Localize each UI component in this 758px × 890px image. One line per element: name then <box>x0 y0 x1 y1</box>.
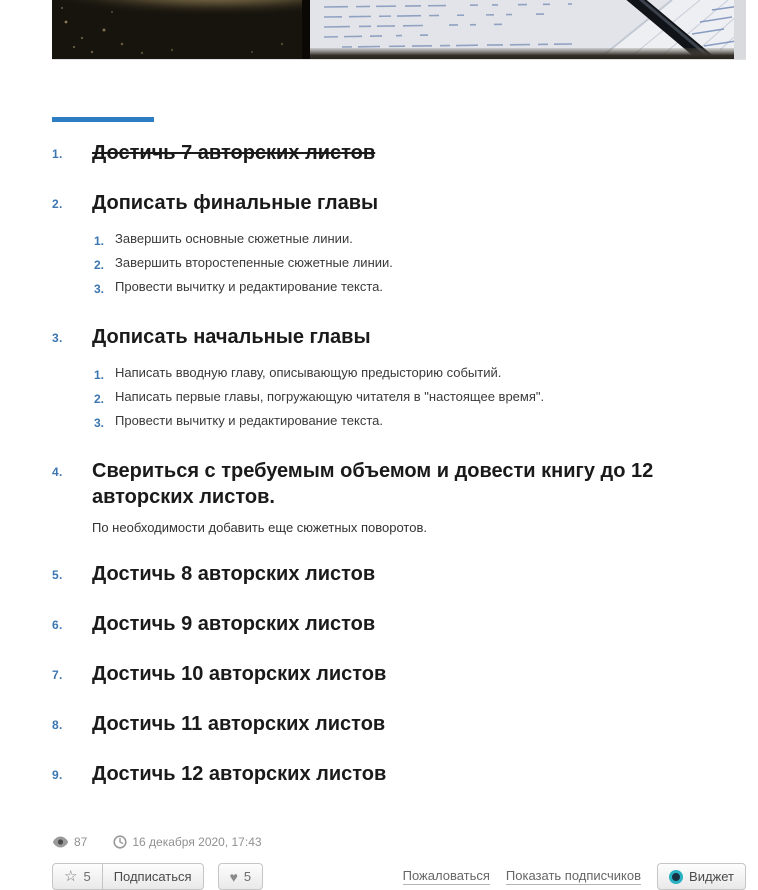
goal-number: 3. <box>52 331 63 345</box>
goal-page <box>52 0 746 890</box>
notebook-photo <box>52 0 746 60</box>
subtask-text: Завершить второстепенные сюжетные линии. <box>115 255 393 270</box>
heart-icon: ♥ <box>229 868 238 885</box>
subtask <box>94 386 746 410</box>
goal-item-2 <box>52 190 746 300</box>
goal-title: Свериться с требуемым объемом и довести книгу до 12 авторских листов. <box>92 460 654 508</box>
subtask <box>94 362 746 386</box>
goal-subtasks <box>94 362 746 434</box>
goal-number: 8. <box>52 718 63 732</box>
notebook-photo-graphic <box>52 0 746 60</box>
subtask <box>94 252 746 276</box>
report-link[interactable]: Пожаловаться <box>402 868 490 883</box>
goal-item-5 <box>52 561 746 587</box>
goal-note: По необходимости добавить еще сюжетных поворотов. <box>92 520 427 535</box>
goal-number: 7. <box>52 668 63 682</box>
ring-icon <box>669 870 683 884</box>
goal-title: Дописать начальные главы <box>92 326 371 348</box>
subtask-text: Написать вводную главу, описывающую предысторию событий. <box>115 365 502 380</box>
eye-icon <box>52 836 69 848</box>
star-outline-icon: ☆ <box>64 868 78 885</box>
widget-label: Виджет <box>689 869 734 884</box>
subtask-number: 1. <box>94 234 105 248</box>
subscribe-button-group <box>52 863 204 890</box>
goal-number: 5. <box>52 568 63 582</box>
goal-item-6 <box>52 611 746 637</box>
subtask-number: 1. <box>94 368 105 382</box>
goal-title: Достичь 12 авторских листов <box>92 763 387 785</box>
goal-stats <box>52 835 746 849</box>
goal-subtasks <box>94 228 746 300</box>
goal-number: 9. <box>52 768 63 782</box>
goal-number: 4. <box>52 465 63 479</box>
goal-title: Достичь 11 авторских листов <box>92 713 386 735</box>
clock-icon <box>113 835 127 849</box>
subtask-text: Написать первые главы, погружающую читателя в "настоящее время". <box>115 389 545 404</box>
goal-item-1 <box>52 140 746 166</box>
subtask-number: 3. <box>94 416 105 430</box>
goal-item-9 <box>52 761 746 787</box>
star-count-button[interactable] <box>52 863 103 890</box>
goal-list <box>52 140 746 787</box>
goal-title: Достичь 8 авторских листов <box>92 563 376 585</box>
goal-number: 6. <box>52 618 63 632</box>
views-stat <box>52 835 87 849</box>
date-stat <box>113 835 261 849</box>
goal-item-8 <box>52 711 746 737</box>
views-count: 87 <box>74 835 88 849</box>
goal-number: 2. <box>52 197 63 211</box>
subtask-text: Завершить основные сюжетные линии. <box>115 231 353 246</box>
star-count: 5 <box>83 869 91 884</box>
subtask <box>94 410 746 434</box>
subscribe-button[interactable] <box>103 863 204 890</box>
subtask-text: Провести вычитку и редактирование текста. <box>115 279 383 294</box>
like-button[interactable] <box>218 863 264 890</box>
goal-item-4 <box>52 458 746 537</box>
goal-title: Дописать финальные главы <box>92 192 379 214</box>
goal-title-completed: Достичь 7 авторских листов <box>92 142 376 164</box>
goal-item-3 <box>52 324 746 434</box>
goal-item-7 <box>52 661 746 687</box>
show-subscribers-link[interactable]: Показать подписчиков <box>505 868 642 883</box>
subtask-text: Провести вычитку и редактирование текста. <box>115 413 383 428</box>
widget-button[interactable] <box>657 863 746 890</box>
goal-title: Достичь 10 авторских листов <box>92 663 387 685</box>
goal-number: 1. <box>52 147 63 161</box>
subscribe-label: Подписаться <box>113 869 192 884</box>
left-actions <box>52 863 263 890</box>
subtask-number: 2. <box>94 392 105 406</box>
goal-title: Достичь 9 авторских листов <box>92 613 376 635</box>
actions-row <box>52 863 746 890</box>
section-divider <box>52 117 154 122</box>
subtask-number: 2. <box>94 258 105 272</box>
publish-date: 16 декабря 2020, 17:43 <box>132 835 262 849</box>
right-actions <box>403 863 746 890</box>
subtask <box>94 276 746 300</box>
like-count: 5 <box>243 869 252 884</box>
subtask <box>94 228 746 252</box>
subtask-number: 3. <box>94 282 105 296</box>
